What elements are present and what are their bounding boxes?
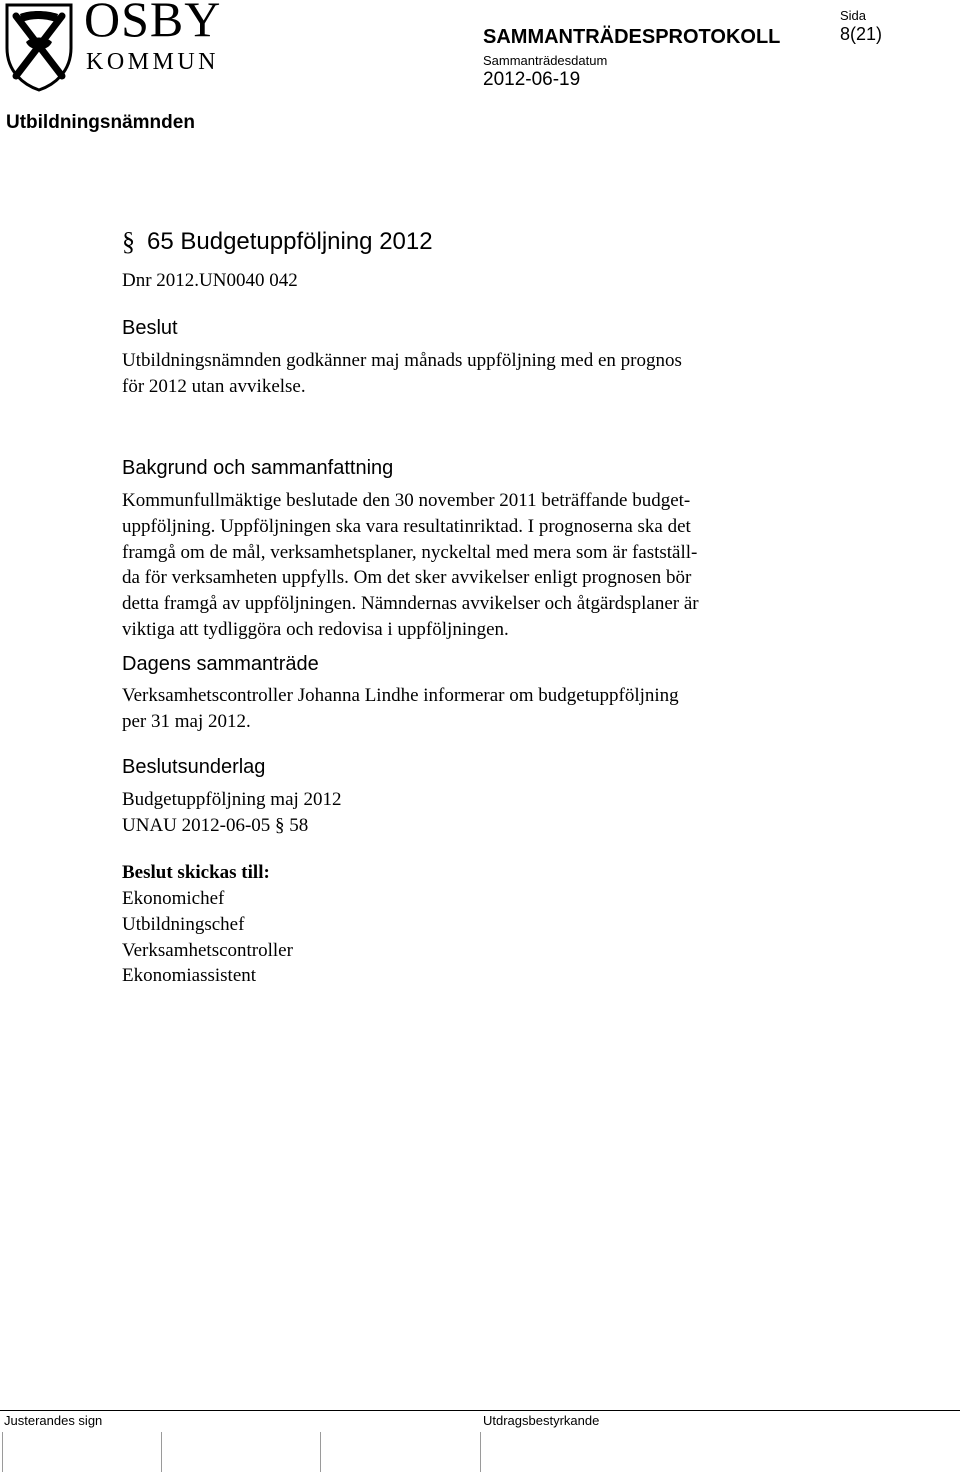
meeting-date: 2012-06-19 [483,69,581,90]
section-title-text: 65 Budgetuppföljning 2012 [147,228,433,255]
paragraph-symbol: § [122,227,135,256]
text-line: per 31 maj 2012. [122,710,251,732]
text-line: för 2012 utan avvikelse. [122,375,306,397]
underlag-heading: Beslutsunderlag [122,756,266,778]
certification-label: Utdragsbestyrkande [483,1413,600,1428]
text-line: Utbildningsnämnden godkänner maj månads uppföljning med en prognos [122,350,682,371]
text-line: UNAU 2012-06-05 § 58 [122,814,309,836]
text-line: Kommunfullmäktige beslutade den 30 november 2011 beträffande budget- [122,490,691,511]
signature-box-divider [161,1432,162,1472]
signature-box-divider [320,1432,321,1472]
text-line: framgå om de mål, verksamhetsplaner, nyckeltal med mera som är fastställ- [122,541,698,563]
logo-subtitle: KOMMUN [86,49,220,75]
text-line: uppföljning. Uppföljningen ska vara resultatinriktad. I prognoserna ska det [122,515,691,537]
underlag-text [122,787,812,839]
text-line: viktiga att tydliggöra och redovisa i uppföljningen. [122,618,509,640]
page-number: 8(21) [840,24,883,44]
text-line: da för verksamheten uppfylls. Om det sker avvikelser enligt prognosen bör [122,567,692,589]
beslut-heading: Beslut [122,317,178,339]
logo-wordmark: OSBY [84,0,222,47]
text-line: Verksamhetscontroller Johanna Lindhe informerar om budgetuppföljning [122,685,679,706]
section-title [122,227,433,257]
recipients-list [122,886,812,989]
document-type: SAMMANTRÄDESPROTOKOLL [483,26,781,48]
meeting-date-label: Sammanträdesdatum [483,53,608,68]
coat-of-arms-icon [4,2,74,92]
dagens-heading: Dagens sammanträde [122,653,319,675]
footer-divider [0,1410,960,1411]
recipient-item: Ekonomiassistent [122,965,257,987]
text-line: detta framgå av uppföljningen. Nämndernas avvikelser och åtgärdsplaner är [122,593,699,615]
recipient-item: Verksamhetscontroller [122,939,293,961]
signature-box-divider [480,1432,481,1472]
dagens-text [122,683,812,735]
signature-box-divider [2,1432,3,1472]
committee-name: Utbildningsnämnden [6,112,195,133]
bakgrund-text [122,488,812,643]
recipient-item: Ekonomichef [122,888,225,909]
page-label: Sida [840,8,867,23]
signature-label: Justerandes sign [4,1413,103,1428]
text-line: Budgetuppföljning maj 2012 [122,789,342,810]
recipient-item: Utbildningschef [122,913,245,935]
case-number: Dnr 2012.UN0040 042 [122,270,298,291]
bakgrund-heading: Bakgrund och sammanfattning [122,457,394,479]
beslut-text [122,348,812,400]
recipients-heading: Beslut skickas till: [122,862,270,883]
